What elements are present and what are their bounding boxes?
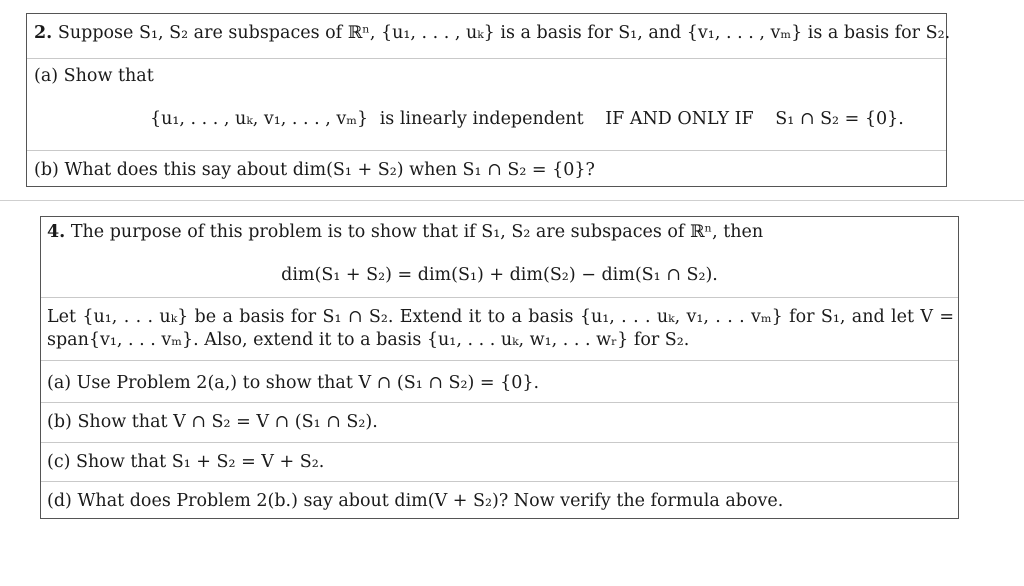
problem-4-part-d [47, 490, 783, 512]
part-label: (b) [47, 412, 72, 432]
problem-4-setup-line-1: Let {u₁, . . . uₖ} be a basis for S₁ ∩ S₂. Extend it to a basis {u₁, . . . uₖ, v₁, . . . vₘ} for S₁, and let V = [47, 307, 954, 327]
part-label: (c) [47, 452, 71, 472]
problem-2-intro [34, 22, 950, 44]
problem-4-box [40, 216, 959, 519]
display-condition: S₁ ∩ S₂ = {0}. [775, 109, 904, 129]
problem-2-part-a [34, 65, 154, 87]
problem-4-intro-text: The purpose of this problem is to show that if S₁, S₂ are subspaces of ℝⁿ, then [70, 222, 764, 242]
part-text: What does Problem 2(b.) say about dim(V + S₂)? Now verify the formula above. [77, 491, 784, 511]
problem-number: 4. [47, 222, 66, 242]
problem-2-part-b [34, 159, 595, 181]
part-text: Use Problem 2(a,) to show that V ∩ (S₁ ∩ S₂) = {0}. [76, 373, 540, 393]
part-a-text: Show that [63, 66, 154, 86]
display-iff: IF AND ONLY IF [605, 109, 754, 129]
part-label: (b) [34, 160, 59, 180]
page-divider [0, 200, 1024, 201]
problem-number: 2. [34, 23, 53, 43]
part-label: (a) [47, 373, 72, 393]
problem-4-setup-line-2: span{v₁, . . . vₘ}. Also, extend it to a basis {u₁, . . . uₖ, w₁, . . . wᵣ} for S₂. [47, 330, 690, 350]
problem-2-display [150, 108, 904, 130]
divider [41, 297, 958, 298]
display-set: {u₁, . . . , uₖ, v₁, . . . , vₘ} [150, 109, 369, 129]
divider [41, 481, 958, 482]
part-text: Show that S₁ + S₂ = V + S₂. [76, 452, 325, 472]
divider [27, 58, 946, 59]
dimension-formula: dim(S₁ + S₂) = dim(S₁) + dim(S₂) − dim(S₁ ∩ S₂). [281, 265, 718, 285]
part-label: (a) [34, 66, 59, 86]
display-middle: is linearly independent [379, 109, 584, 129]
problem-4-part-b [47, 411, 378, 433]
divider [41, 402, 958, 403]
problem-4-part-a [47, 372, 539, 394]
divider [41, 360, 958, 361]
divider [27, 150, 946, 151]
part-b-text: What does this say about dim(S₁ + S₂) when S₁ ∩ S₂ = {0}? [64, 160, 595, 180]
problem-4-intro [47, 221, 763, 243]
problem-2-box [26, 13, 951, 187]
part-label: (d) [47, 491, 72, 511]
problem-4-part-c [47, 451, 324, 473]
divider [41, 442, 958, 443]
part-text: Show that V ∩ S₂ = V ∩ (S₁ ∩ S₂). [77, 412, 378, 432]
problem-2-intro-text: Suppose S₁, S₂ are subspaces of ℝⁿ, {u₁, . . . , uₖ} is a basis for S₁, and {v₁, . . . , vₘ} is a basis for S₂. [57, 23, 951, 43]
